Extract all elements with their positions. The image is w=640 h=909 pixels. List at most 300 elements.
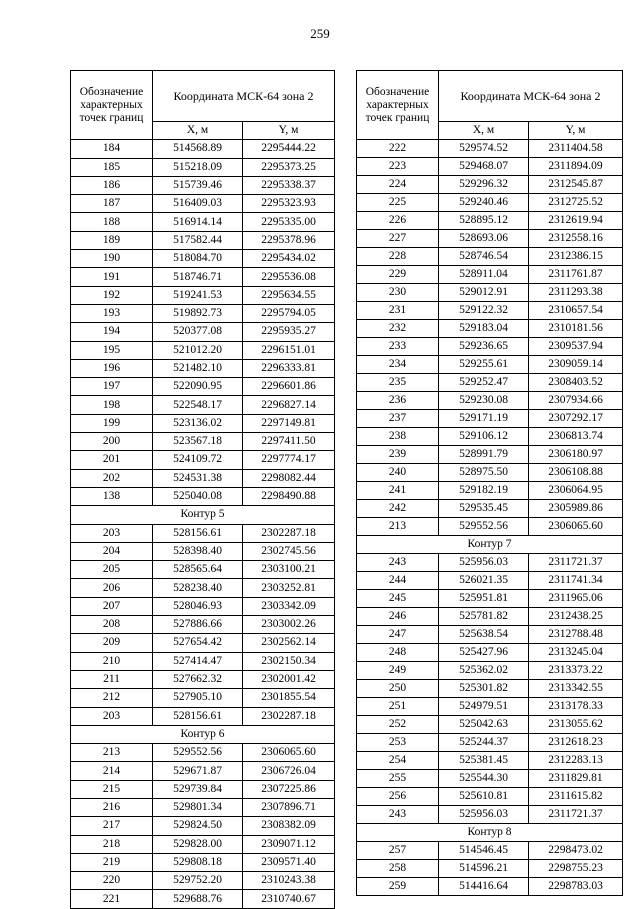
- y-coordinate-cell: 2310740.67: [243, 890, 335, 908]
- x-coordinate-cell: 514568.89: [153, 140, 243, 158]
- x-coordinate-cell: 527905.10: [153, 689, 243, 707]
- table-row: [357, 158, 623, 176]
- y-coordinate-cell: 2302150.34: [243, 652, 335, 670]
- point-number-cell: 185: [71, 158, 153, 176]
- table-row: [357, 806, 623, 824]
- point-number-cell: 190: [71, 250, 153, 268]
- point-number-cell: 255: [357, 770, 439, 788]
- table-row: [71, 231, 335, 249]
- x-coordinate-cell: 523567.18: [153, 433, 243, 451]
- point-number-cell: 199: [71, 414, 153, 432]
- x-coordinate-cell: 528911.04: [439, 266, 529, 284]
- point-number-cell: 218: [71, 835, 153, 853]
- point-number-cell: 206: [71, 579, 153, 597]
- x-coordinate-cell: 528895.12: [439, 212, 529, 230]
- table-row: [357, 554, 623, 572]
- point-number-cell: 227: [357, 230, 439, 248]
- y-coordinate-cell: 2312619.94: [529, 212, 623, 230]
- point-number-cell: 237: [357, 410, 439, 428]
- y-coordinate-cell: 2295323.93: [243, 195, 335, 213]
- header-y: Y, м: [243, 122, 335, 140]
- point-number-cell: 219: [71, 853, 153, 871]
- point-number-cell: 195: [71, 341, 153, 359]
- x-coordinate-cell: 524109.72: [153, 451, 243, 469]
- contour-title: Контур 5: [71, 506, 335, 524]
- point-number-cell: 201: [71, 451, 153, 469]
- y-coordinate-cell: 2306726.04: [243, 762, 335, 780]
- table-row: [357, 356, 623, 374]
- table-row: [71, 689, 335, 707]
- table-body-right: [357, 140, 623, 896]
- x-coordinate-cell: 529552.56: [439, 518, 529, 536]
- table-row: [71, 798, 335, 816]
- point-number-cell: 245: [357, 590, 439, 608]
- y-coordinate-cell: 2311741.34: [529, 572, 623, 590]
- x-coordinate-cell: 529752.20: [153, 872, 243, 890]
- table-row: [71, 670, 335, 688]
- x-coordinate-cell: 525244.37: [439, 734, 529, 752]
- point-number-cell: 186: [71, 176, 153, 194]
- table-row: [71, 323, 335, 341]
- y-coordinate-cell: 2296601.86: [243, 378, 335, 396]
- y-coordinate-cell: 2295536.08: [243, 268, 335, 286]
- point-number-cell: 254: [357, 752, 439, 770]
- header-coordinate: Координата МСК-64 зона 2: [439, 71, 623, 122]
- point-number-cell: 220: [71, 872, 153, 890]
- y-coordinate-cell: 2297149.81: [243, 414, 335, 432]
- table-row: [71, 469, 335, 487]
- x-coordinate-cell: 527886.66: [153, 616, 243, 634]
- table-row: [71, 451, 335, 469]
- x-coordinate-cell: 528565.64: [153, 561, 243, 579]
- point-number-cell: 198: [71, 396, 153, 414]
- x-coordinate-cell: 526021.35: [439, 572, 529, 590]
- x-coordinate-cell: 529255.61: [439, 356, 529, 374]
- x-coordinate-cell: 529106.12: [439, 428, 529, 446]
- table-body-left: [71, 140, 335, 908]
- x-coordinate-cell: 520377.08: [153, 323, 243, 341]
- x-coordinate-cell: 514416.64: [439, 878, 529, 896]
- x-coordinate-cell: 529240.46: [439, 194, 529, 212]
- x-coordinate-cell: 515218.09: [153, 158, 243, 176]
- x-coordinate-cell: 525544.30: [439, 770, 529, 788]
- table-row: [71, 853, 335, 871]
- point-number-cell: 248: [357, 644, 439, 662]
- point-number-cell: 188: [71, 213, 153, 231]
- y-coordinate-cell: 2295338.37: [243, 176, 335, 194]
- contour-title-row: [71, 506, 335, 524]
- y-coordinate-cell: 2295634.55: [243, 286, 335, 304]
- y-coordinate-cell: 2311293.38: [529, 284, 623, 302]
- point-number-cell: 211: [71, 670, 153, 688]
- y-coordinate-cell: 2307225.86: [243, 780, 335, 798]
- x-coordinate-cell: 525956.03: [439, 806, 529, 824]
- y-coordinate-cell: 2306813.74: [529, 428, 623, 446]
- table-row: [71, 158, 335, 176]
- y-coordinate-cell: 2303252.81: [243, 579, 335, 597]
- x-coordinate-cell: 529183.04: [439, 320, 529, 338]
- table-row: [71, 341, 335, 359]
- x-coordinate-cell: 514546.45: [439, 842, 529, 860]
- y-coordinate-cell: 2305989.86: [529, 500, 623, 518]
- x-coordinate-cell: 527414.47: [153, 652, 243, 670]
- y-coordinate-cell: 2311721.37: [529, 554, 623, 572]
- point-number-cell: 240: [357, 464, 439, 482]
- x-coordinate-cell: 529236.65: [439, 338, 529, 356]
- table-row: [71, 213, 335, 231]
- x-coordinate-cell: 527662.32: [153, 670, 243, 688]
- y-coordinate-cell: 2312545.87: [529, 176, 623, 194]
- point-number-cell: 207: [71, 597, 153, 615]
- point-number-cell: 229: [357, 266, 439, 284]
- point-number-cell: 213: [357, 518, 439, 536]
- y-coordinate-cell: 2298783.03: [529, 878, 623, 896]
- page-number: 259: [310, 26, 330, 41]
- x-coordinate-cell: 529122.32: [439, 302, 529, 320]
- x-coordinate-cell: 529824.50: [153, 817, 243, 835]
- y-coordinate-cell: 2295444.22: [243, 140, 335, 158]
- point-number-cell: 234: [357, 356, 439, 374]
- x-coordinate-cell: 529182.19: [439, 482, 529, 500]
- y-coordinate-cell: 2295335.00: [243, 213, 335, 231]
- table-row: [357, 608, 623, 626]
- y-coordinate-cell: 2312283.13: [529, 752, 623, 770]
- point-number-cell: 243: [357, 806, 439, 824]
- point-number-cell: 251: [357, 698, 439, 716]
- y-coordinate-cell: 2298082.44: [243, 469, 335, 487]
- contour-title-row: [71, 725, 335, 743]
- y-coordinate-cell: 2303002.26: [243, 616, 335, 634]
- table-row: [71, 597, 335, 615]
- table-row: [71, 176, 335, 194]
- table-row: [71, 359, 335, 377]
- point-number-cell: 138: [71, 487, 153, 505]
- header-designation: Обозначение характерных точек границ: [71, 71, 153, 140]
- y-coordinate-cell: 2313342.55: [529, 680, 623, 698]
- contour-title: Контур 8: [357, 824, 623, 842]
- table-row: [357, 194, 623, 212]
- x-coordinate-cell: 529688.76: [153, 890, 243, 908]
- contour-title: Контур 7: [357, 536, 623, 554]
- point-number-cell: 221: [71, 890, 153, 908]
- x-coordinate-cell: 521012.20: [153, 341, 243, 359]
- table-row: [71, 835, 335, 853]
- table-row: [357, 320, 623, 338]
- table-row: [357, 284, 623, 302]
- y-coordinate-cell: 2295794.05: [243, 304, 335, 322]
- point-number-cell: 202: [71, 469, 153, 487]
- y-coordinate-cell: 2311615.82: [529, 788, 623, 806]
- table-row: [357, 248, 623, 266]
- point-number-cell: 257: [357, 842, 439, 860]
- x-coordinate-cell: 529252.47: [439, 374, 529, 392]
- header-coordinate: Координата МСК-64 зона 2: [153, 71, 335, 122]
- table-row: [71, 616, 335, 634]
- table-row: [71, 890, 335, 908]
- y-coordinate-cell: 2313245.04: [529, 644, 623, 662]
- y-coordinate-cell: 2297411.50: [243, 433, 335, 451]
- point-number-cell: 197: [71, 378, 153, 396]
- table-row: [71, 140, 335, 158]
- point-number-cell: 242: [357, 500, 439, 518]
- table-row: [357, 176, 623, 194]
- y-coordinate-cell: 2302745.56: [243, 542, 335, 560]
- x-coordinate-cell: 528398.40: [153, 542, 243, 560]
- point-number-cell: 214: [71, 762, 153, 780]
- y-coordinate-cell: 2308403.52: [529, 374, 623, 392]
- table-row: [71, 433, 335, 451]
- x-coordinate-cell: 529296.32: [439, 176, 529, 194]
- y-coordinate-cell: 2296333.81: [243, 359, 335, 377]
- x-coordinate-cell: 529171.19: [439, 410, 529, 428]
- x-coordinate-cell: 522090.95: [153, 378, 243, 396]
- x-coordinate-cell: 525427.96: [439, 644, 529, 662]
- table-row: [357, 878, 623, 896]
- x-coordinate-cell: 529801.34: [153, 798, 243, 816]
- point-number-cell: 215: [71, 780, 153, 798]
- point-number-cell: 209: [71, 634, 153, 652]
- y-coordinate-cell: 2302287.18: [243, 524, 335, 542]
- coordinates-table-left: [70, 70, 335, 909]
- table-row: [71, 561, 335, 579]
- header-y: Y, м: [529, 122, 623, 140]
- table-row: [71, 378, 335, 396]
- header-x: X, м: [439, 122, 529, 140]
- point-number-cell: 235: [357, 374, 439, 392]
- point-number-cell: 192: [71, 286, 153, 304]
- point-number-cell: 256: [357, 788, 439, 806]
- table-row: [357, 770, 623, 788]
- x-coordinate-cell: 528746.54: [439, 248, 529, 266]
- y-coordinate-cell: 2311965.06: [529, 590, 623, 608]
- x-coordinate-cell: 517582.44: [153, 231, 243, 249]
- y-coordinate-cell: 2312438.25: [529, 608, 623, 626]
- point-number-cell: 217: [71, 817, 153, 835]
- y-coordinate-cell: 2303342.09: [243, 597, 335, 615]
- y-coordinate-cell: 2302562.14: [243, 634, 335, 652]
- y-coordinate-cell: 2310243.38: [243, 872, 335, 890]
- table-row: [357, 518, 623, 536]
- table-row: [357, 230, 623, 248]
- contour-title-row: [357, 536, 623, 554]
- y-coordinate-cell: 2311829.81: [529, 770, 623, 788]
- table-row: [357, 446, 623, 464]
- table-row: [357, 788, 623, 806]
- table-row: [71, 250, 335, 268]
- point-number-cell: 203: [71, 707, 153, 725]
- point-number-cell: 203: [71, 524, 153, 542]
- x-coordinate-cell: 529552.56: [153, 744, 243, 762]
- table-row: [71, 707, 335, 725]
- table-row: [357, 860, 623, 878]
- x-coordinate-cell: 519241.53: [153, 286, 243, 304]
- y-coordinate-cell: 2309071.12: [243, 835, 335, 853]
- table-row: [357, 374, 623, 392]
- y-coordinate-cell: 2295434.02: [243, 250, 335, 268]
- y-coordinate-cell: 2311404.58: [529, 140, 623, 158]
- point-number-cell: 244: [357, 572, 439, 590]
- table-row: [357, 302, 623, 320]
- point-number-cell: 252: [357, 716, 439, 734]
- x-coordinate-cell: 525951.81: [439, 590, 529, 608]
- contour-title-row: [357, 824, 623, 842]
- y-coordinate-cell: 2313178.33: [529, 698, 623, 716]
- y-coordinate-cell: 2295935.27: [243, 323, 335, 341]
- point-number-cell: 222: [357, 140, 439, 158]
- y-coordinate-cell: 2298473.02: [529, 842, 623, 860]
- table-row: [357, 698, 623, 716]
- table-row: [71, 268, 335, 286]
- table-row: [357, 734, 623, 752]
- table-row: [357, 842, 623, 860]
- y-coordinate-cell: 2296827.14: [243, 396, 335, 414]
- point-number-cell: 205: [71, 561, 153, 579]
- x-coordinate-cell: 529739.84: [153, 780, 243, 798]
- y-coordinate-cell: 2301855.54: [243, 689, 335, 707]
- x-coordinate-cell: 519892.73: [153, 304, 243, 322]
- point-number-cell: 236: [357, 392, 439, 410]
- x-coordinate-cell: 529574.52: [439, 140, 529, 158]
- y-coordinate-cell: 2296151.01: [243, 341, 335, 359]
- x-coordinate-cell: 522548.17: [153, 396, 243, 414]
- table-row: [357, 716, 623, 734]
- table-row: [357, 662, 623, 680]
- x-coordinate-cell: 524531.38: [153, 469, 243, 487]
- x-coordinate-cell: 529535.45: [439, 500, 529, 518]
- table-row: [357, 626, 623, 644]
- x-coordinate-cell: 525040.08: [153, 487, 243, 505]
- table-row: [357, 266, 623, 284]
- x-coordinate-cell: 528156.61: [153, 524, 243, 542]
- table-row: [357, 680, 623, 698]
- point-number-cell: 184: [71, 140, 153, 158]
- table-row: [357, 644, 623, 662]
- table-row: [357, 392, 623, 410]
- x-coordinate-cell: 525956.03: [439, 554, 529, 572]
- point-number-cell: 247: [357, 626, 439, 644]
- x-coordinate-cell: 525362.02: [439, 662, 529, 680]
- table-row: [71, 579, 335, 597]
- table-row: [71, 487, 335, 505]
- y-coordinate-cell: 2312618.23: [529, 734, 623, 752]
- point-number-cell: 225: [357, 194, 439, 212]
- y-coordinate-cell: 2306065.60: [529, 518, 623, 536]
- y-coordinate-cell: 2307896.71: [243, 798, 335, 816]
- point-number-cell: 213: [71, 744, 153, 762]
- y-coordinate-cell: 2298490.88: [243, 487, 335, 505]
- point-number-cell: 259: [357, 878, 439, 896]
- point-number-cell: 250: [357, 680, 439, 698]
- x-coordinate-cell: 528693.06: [439, 230, 529, 248]
- point-number-cell: 233: [357, 338, 439, 356]
- table-row: [357, 140, 623, 158]
- point-number-cell: 238: [357, 428, 439, 446]
- y-coordinate-cell: 2308382.09: [243, 817, 335, 835]
- table-row: [357, 482, 623, 500]
- table-row: [71, 652, 335, 670]
- y-coordinate-cell: 2302001.42: [243, 670, 335, 688]
- table-row: [71, 524, 335, 542]
- x-coordinate-cell: 525781.82: [439, 608, 529, 626]
- x-coordinate-cell: 524979.51: [439, 698, 529, 716]
- y-coordinate-cell: 2312558.16: [529, 230, 623, 248]
- y-coordinate-cell: 2312386.15: [529, 248, 623, 266]
- point-number-cell: 249: [357, 662, 439, 680]
- x-coordinate-cell: 514596.21: [439, 860, 529, 878]
- table-row: [71, 744, 335, 762]
- y-coordinate-cell: 2306108.88: [529, 464, 623, 482]
- table-row: [71, 414, 335, 432]
- table-row: [71, 304, 335, 322]
- y-coordinate-cell: 2310657.54: [529, 302, 623, 320]
- y-coordinate-cell: 2297774.17: [243, 451, 335, 469]
- table-row: [357, 590, 623, 608]
- point-number-cell: 253: [357, 734, 439, 752]
- point-number-cell: 194: [71, 323, 153, 341]
- point-number-cell: 208: [71, 616, 153, 634]
- point-number-cell: 196: [71, 359, 153, 377]
- x-coordinate-cell: 518746.71: [153, 268, 243, 286]
- x-coordinate-cell: 518084.70: [153, 250, 243, 268]
- point-number-cell: 216: [71, 798, 153, 816]
- y-coordinate-cell: 2311894.09: [529, 158, 623, 176]
- table-row: [71, 762, 335, 780]
- x-coordinate-cell: 529012.91: [439, 284, 529, 302]
- y-coordinate-cell: 2302287.18: [243, 707, 335, 725]
- x-coordinate-cell: 528156.61: [153, 707, 243, 725]
- table-row: [357, 428, 623, 446]
- point-number-cell: 231: [357, 302, 439, 320]
- x-coordinate-cell: 528991.79: [439, 446, 529, 464]
- y-coordinate-cell: 2313373.22: [529, 662, 623, 680]
- point-number-cell: 228: [357, 248, 439, 266]
- table-row: [357, 410, 623, 428]
- y-coordinate-cell: 2312788.48: [529, 626, 623, 644]
- point-number-cell: 230: [357, 284, 439, 302]
- y-coordinate-cell: 2307934.66: [529, 392, 623, 410]
- x-coordinate-cell: 516409.03: [153, 195, 243, 213]
- y-coordinate-cell: 2311721.37: [529, 806, 623, 824]
- contour-title: Контур 6: [71, 725, 335, 743]
- point-number-cell: 226: [357, 212, 439, 230]
- table-row: [357, 572, 623, 590]
- point-number-cell: 223: [357, 158, 439, 176]
- point-number-cell: 258: [357, 860, 439, 878]
- point-number-cell: 200: [71, 433, 153, 451]
- x-coordinate-cell: 515739.46: [153, 176, 243, 194]
- y-coordinate-cell: 2298755.23: [529, 860, 623, 878]
- x-coordinate-cell: 529828.00: [153, 835, 243, 853]
- header-designation: Обозначение характерных точек границ: [357, 71, 439, 140]
- table-row: [357, 212, 623, 230]
- table-row: [71, 396, 335, 414]
- y-coordinate-cell: 2313055.62: [529, 716, 623, 734]
- table-row: [71, 195, 335, 213]
- y-coordinate-cell: 2306180.97: [529, 446, 623, 464]
- x-coordinate-cell: 529468.07: [439, 158, 529, 176]
- y-coordinate-cell: 2312725.52: [529, 194, 623, 212]
- point-number-cell: 224: [357, 176, 439, 194]
- y-coordinate-cell: 2309537.94: [529, 338, 623, 356]
- x-coordinate-cell: 528046.93: [153, 597, 243, 615]
- x-coordinate-cell: 516914.14: [153, 213, 243, 231]
- point-number-cell: 232: [357, 320, 439, 338]
- table-row: [71, 542, 335, 560]
- y-coordinate-cell: 2309571.40: [243, 853, 335, 871]
- table-row: [71, 872, 335, 890]
- x-coordinate-cell: 528975.50: [439, 464, 529, 482]
- point-number-cell: 246: [357, 608, 439, 626]
